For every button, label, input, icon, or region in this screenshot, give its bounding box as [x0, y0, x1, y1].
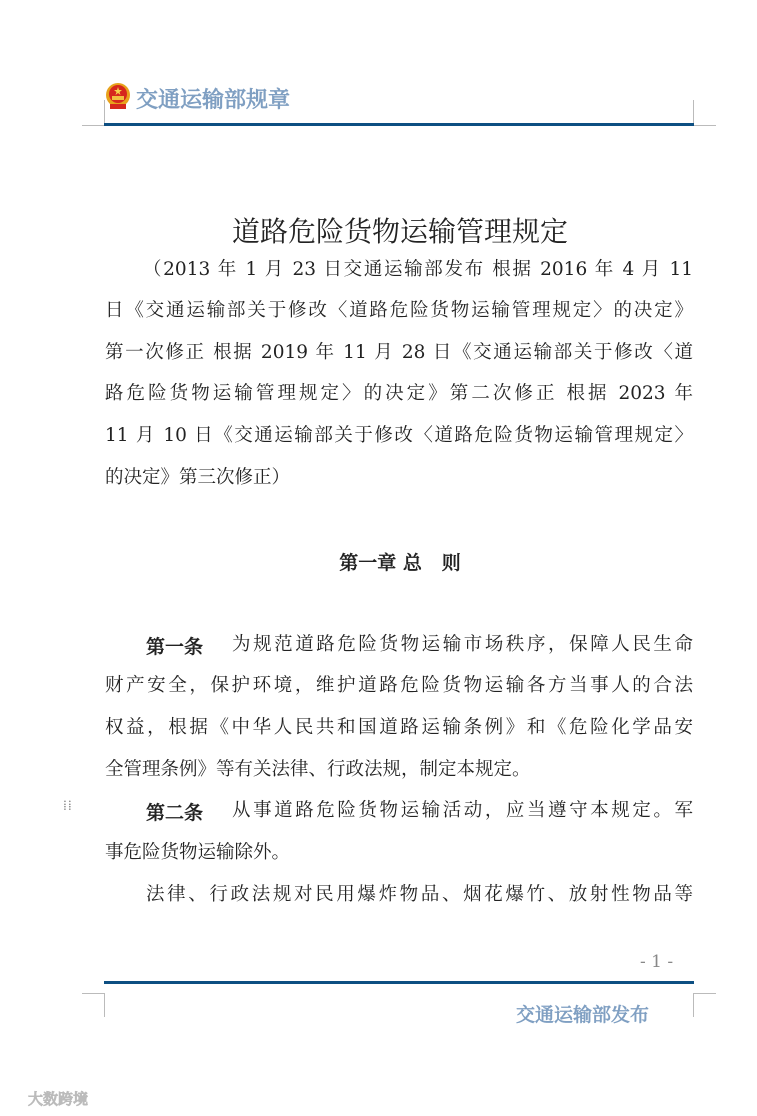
article-1-line: 财产安全，保护环境，维护道路危险货物运输各方当事人的合法 — [105, 675, 693, 696]
crop-mark — [82, 993, 104, 994]
note-line: 路危险货物运输管理规定〉的决定》第二次修正 根据 2023 年 — [105, 383, 693, 404]
paragraph-3-line: 法律、行政法规对民用爆炸物品、烟花爆竹、放射性物品等 — [146, 884, 693, 905]
article-1-label: 第一条 — [146, 636, 204, 658]
crop-mark — [694, 993, 716, 994]
article-2-line: 从事道路危险货物运输活动，应当遵守本规定。军 — [232, 800, 693, 821]
header-title: 交通运输部规章 — [136, 87, 291, 113]
note-line: 的决定》第三次修正） — [105, 467, 291, 488]
page-number: - 1 - — [640, 952, 674, 972]
watermark: 大数跨境 — [28, 1090, 89, 1108]
header-rule — [104, 123, 694, 126]
crop-mark — [693, 993, 694, 1017]
article-2-label: 第二条 — [146, 802, 204, 824]
crop-mark — [694, 125, 716, 126]
chapter-heading: 第一章 总 则 — [339, 552, 461, 574]
crop-mark — [82, 125, 104, 126]
document-title: 道路危险货物运输管理规定 — [231, 215, 568, 248]
note-line: 第一次修正 根据 2019 年 11 月 28 日《交通运输部关于修改〈道 — [105, 342, 693, 363]
crop-mark — [693, 100, 694, 125]
note-line: 日《交通运输部关于修改〈道路危险货物运输管理规定〉的决定》 — [105, 300, 693, 321]
note-line: （2013 年 1 月 23 日交通运输部发布 根据 2016 年 4 月 11 — [143, 259, 693, 280]
footer-rule — [104, 981, 694, 984]
article-2-line: 事危险货物运输除外。 — [105, 842, 291, 863]
article-1-line: 全管理条例》等有关法律、行政法规，制定本规定。 — [105, 759, 531, 780]
drag-handle-icon[interactable]: ⁞⁞ — [63, 798, 73, 814]
note-line: 11 月 10 日《交通运输部关于修改〈道路危险货物运输管理规定〉 — [105, 425, 693, 446]
footer-publisher: 交通运输部发布 — [516, 1004, 650, 1026]
article-1-line: 权益，根据《中华人民共和国道路运输条例》和《危险化学品安 — [105, 717, 693, 738]
crop-mark — [104, 993, 105, 1017]
article-1-line: 为规范道路危险货物运输市场秩序，保障人民生命 — [232, 634, 693, 655]
national-emblem-icon — [105, 82, 131, 110]
